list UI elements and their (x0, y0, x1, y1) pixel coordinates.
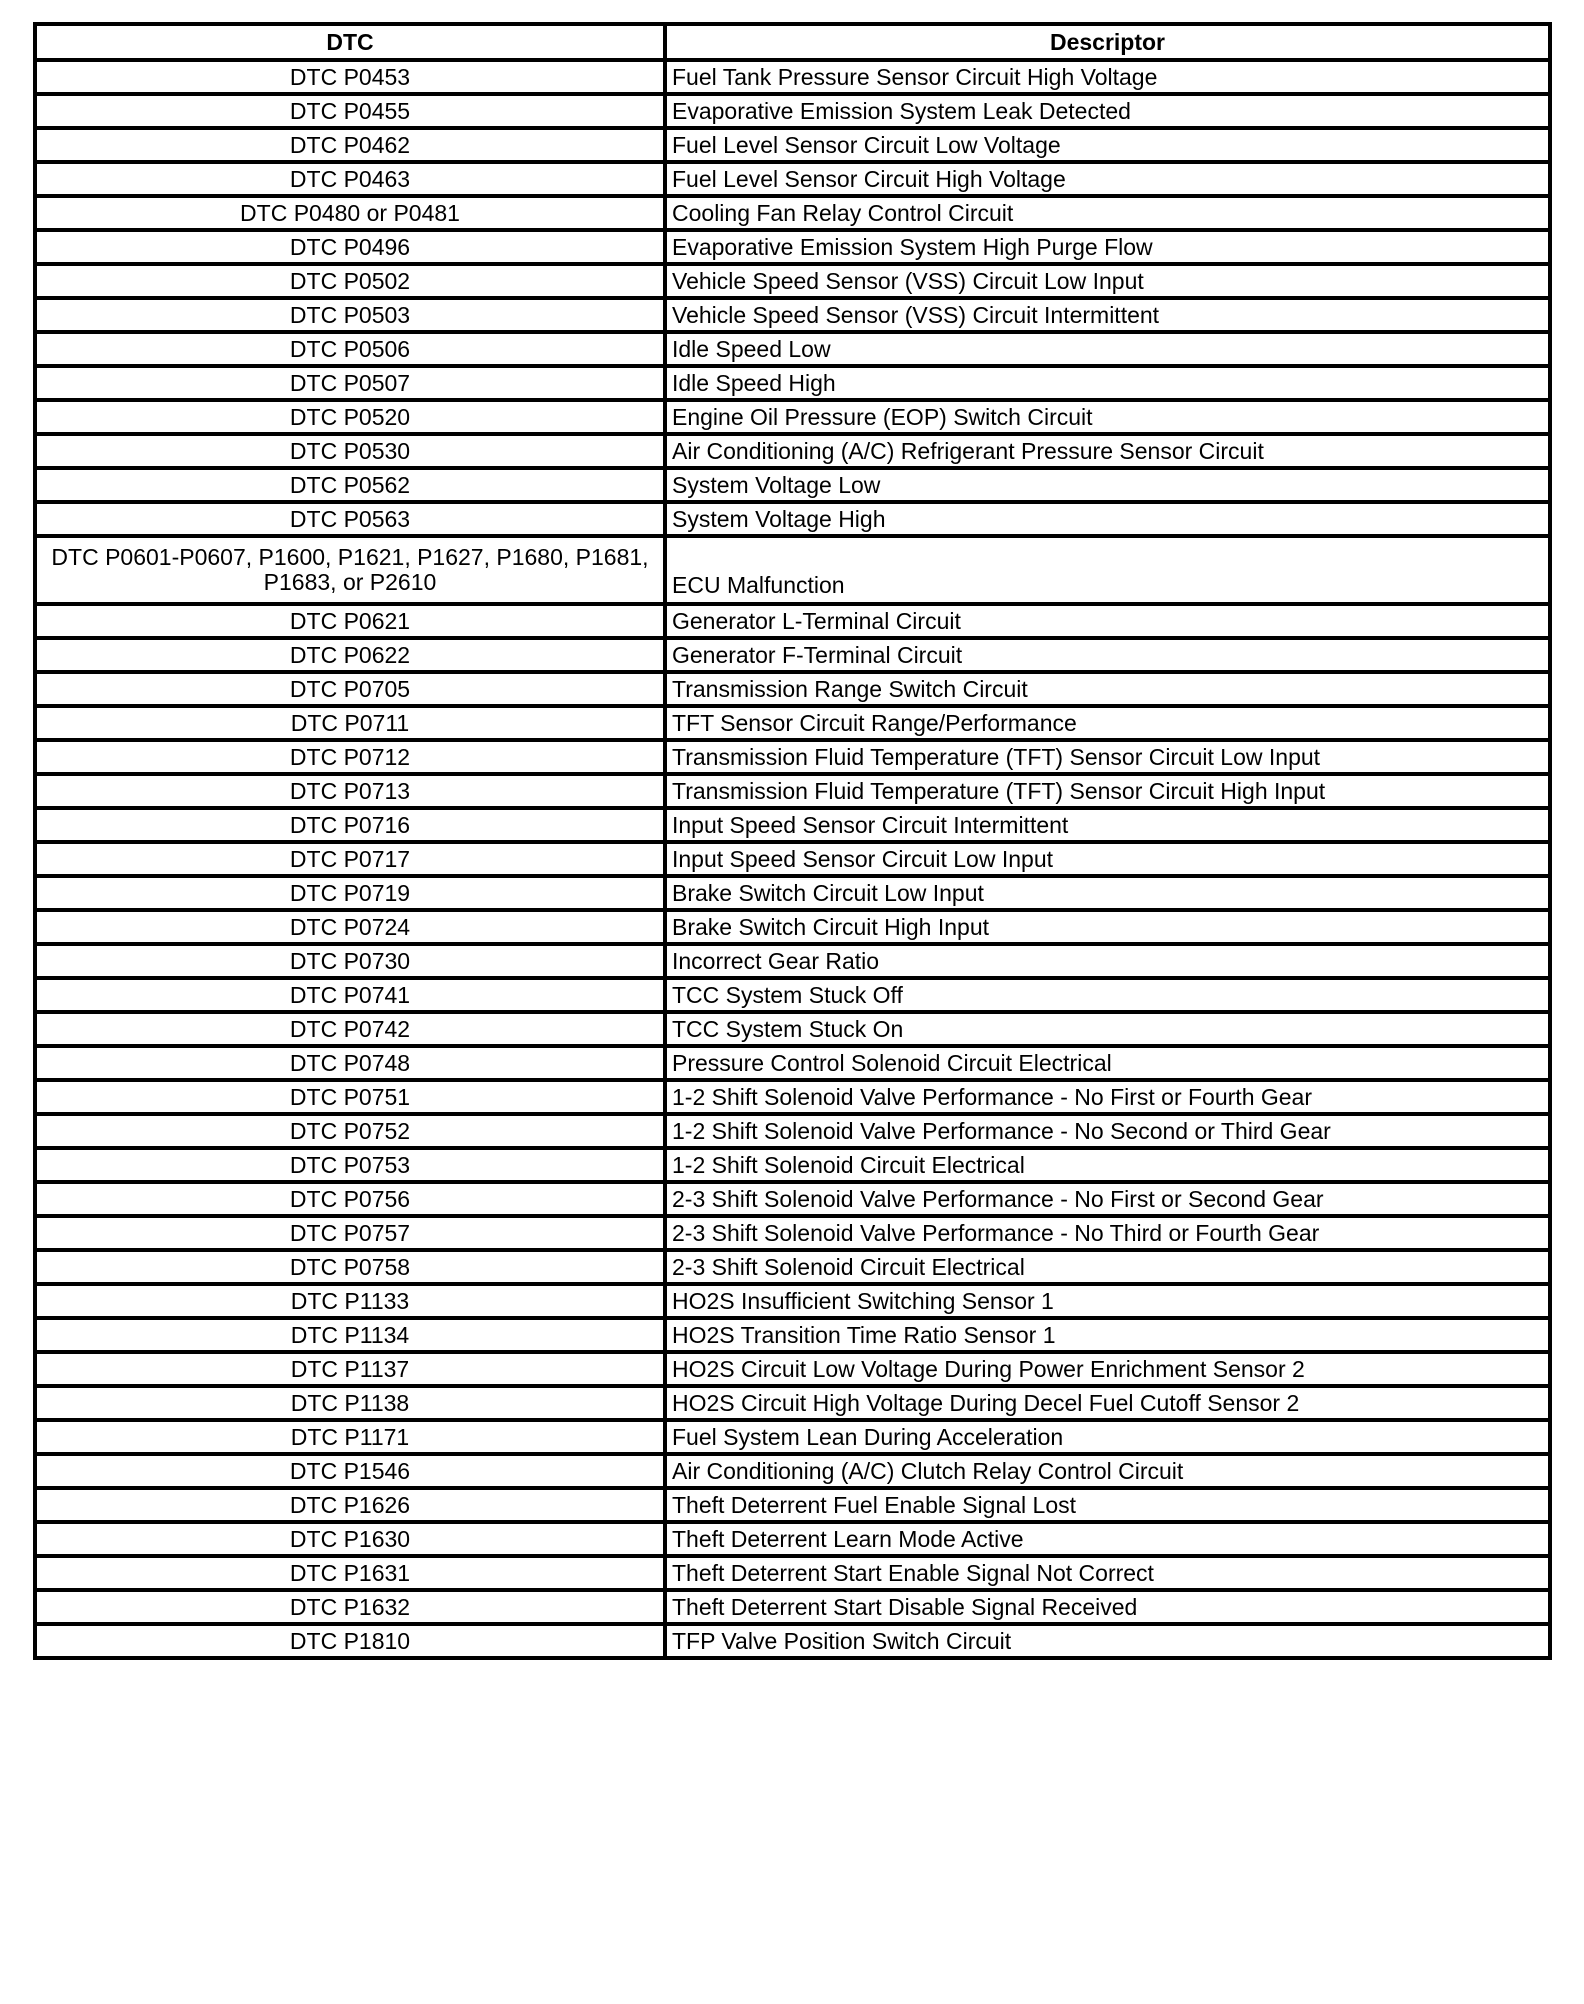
descriptor-cell: TFP Valve Position Switch Circuit (665, 1624, 1550, 1658)
descriptor-cell: Fuel Level Sensor Circuit High Voltage (665, 162, 1550, 196)
table-row (35, 196, 1550, 230)
descriptor-cell: Air Conditioning (A/C) Refrigerant Pressure Sensor Circuit (665, 434, 1550, 468)
dtc-code-cell: DTC P1630 (35, 1522, 665, 1556)
table-row (35, 502, 1550, 536)
table-row (35, 1114, 1550, 1148)
table-row (35, 842, 1550, 876)
dtc-code-cell: DTC P0705 (35, 672, 665, 706)
descriptor-cell: 1-2 Shift Solenoid Valve Performance - No Second or Third Gear (665, 1114, 1550, 1148)
descriptor-cell: Air Conditioning (A/C) Clutch Relay Control Circuit (665, 1454, 1550, 1488)
descriptor-cell: TFT Sensor Circuit Range/Performance (665, 706, 1550, 740)
dtc-code-cell: DTC P1631 (35, 1556, 665, 1590)
table-row (35, 638, 1550, 672)
table-row (35, 978, 1550, 1012)
descriptor-cell: Brake Switch Circuit High Input (665, 910, 1550, 944)
descriptor-cell: Idle Speed Low (665, 332, 1550, 366)
descriptor-cell: Fuel System Lean During Acceleration (665, 1420, 1550, 1454)
dtc-code-cell: DTC P0713 (35, 774, 665, 808)
descriptor-cell: HO2S Transition Time Ratio Sensor 1 (665, 1318, 1550, 1352)
dtc-code-cell: DTC P1134 (35, 1318, 665, 1352)
dtc-code-cell: DTC P1133 (35, 1284, 665, 1318)
table-row (35, 434, 1550, 468)
dtc-code-cell: DTC P0530 (35, 434, 665, 468)
dtc-code-cell: DTC P0453 (35, 60, 665, 94)
dtc-code-cell: DTC P0712 (35, 740, 665, 774)
table-row (35, 1012, 1550, 1046)
table-row (35, 536, 1550, 604)
table-header (35, 24, 1550, 60)
descriptor-cell: HO2S Insufficient Switching Sensor 1 (665, 1284, 1550, 1318)
table-row (35, 1454, 1550, 1488)
descriptor-cell: Fuel Tank Pressure Sensor Circuit High Voltage (665, 60, 1550, 94)
dtc-code-cell: DTC P1626 (35, 1488, 665, 1522)
dtc-code-cell: DTC P0756 (35, 1182, 665, 1216)
descriptor-cell: Brake Switch Circuit Low Input (665, 876, 1550, 910)
descriptor-cell: Evaporative Emission System High Purge Flow (665, 230, 1550, 264)
dtc-code-cell: DTC P1138 (35, 1386, 665, 1420)
table-row (35, 94, 1550, 128)
table-row (35, 366, 1550, 400)
dtc-code-cell: DTC P0520 (35, 400, 665, 434)
table-row (35, 944, 1550, 978)
dtc-code-cell: DTC P0462 (35, 128, 665, 162)
table-row (35, 1556, 1550, 1590)
dtc-code-cell: DTC P1810 (35, 1624, 665, 1658)
descriptor-cell: System Voltage Low (665, 468, 1550, 502)
table-row (35, 468, 1550, 502)
dtc-code-cell: DTC P0563 (35, 502, 665, 536)
table-row (35, 400, 1550, 434)
descriptor-cell: TCC System Stuck On (665, 1012, 1550, 1046)
descriptor-cell: Vehicle Speed Sensor (VSS) Circuit Low Input (665, 264, 1550, 298)
dtc-code-cell: DTC P0621 (35, 604, 665, 638)
descriptor-cell: Input Speed Sensor Circuit Low Input (665, 842, 1550, 876)
dtc-code-cell: DTC P0503 (35, 298, 665, 332)
descriptor-cell: 2-3 Shift Solenoid Valve Performance - No Third or Fourth Gear (665, 1216, 1550, 1250)
descriptor-cell: Generator L-Terminal Circuit (665, 604, 1550, 638)
dtc-code-cell: DTC P0507 (35, 366, 665, 400)
descriptor-cell: 2-3 Shift Solenoid Valve Performance - No First or Second Gear (665, 1182, 1550, 1216)
table-row (35, 1386, 1550, 1420)
table-row (35, 808, 1550, 842)
table-row (35, 1284, 1550, 1318)
dtc-code-cell: DTC P1546 (35, 1454, 665, 1488)
table-row (35, 230, 1550, 264)
descriptor-cell: Fuel Level Sensor Circuit Low Voltage (665, 128, 1550, 162)
table-row (35, 298, 1550, 332)
dtc-table (33, 22, 1552, 1660)
table-row (35, 1080, 1550, 1114)
table-row (35, 876, 1550, 910)
dtc-code-cell: DTC P1632 (35, 1590, 665, 1624)
descriptor-cell: Input Speed Sensor Circuit Intermittent (665, 808, 1550, 842)
dtc-code-cell: DTC P0741 (35, 978, 665, 1012)
dtc-code-cell: DTC P0601-P0607, P1600, P1621, P1627, P1680, P1681, P1683, or P2610 (35, 536, 665, 604)
dtc-code-cell: DTC P0562 (35, 468, 665, 502)
dtc-code-cell: DTC P1137 (35, 1352, 665, 1386)
dtc-code-cell: DTC P0724 (35, 910, 665, 944)
table-row (35, 672, 1550, 706)
table-row (35, 1046, 1550, 1080)
descriptor-cell: HO2S Circuit High Voltage During Decel Fuel Cutoff Sensor 2 (665, 1386, 1550, 1420)
table-body (35, 60, 1550, 1658)
table-row (35, 1318, 1550, 1352)
header-row (35, 24, 1550, 60)
table-row (35, 706, 1550, 740)
dtc-code-cell: DTC P0463 (35, 162, 665, 196)
table-row (35, 774, 1550, 808)
descriptor-cell: Theft Deterrent Learn Mode Active (665, 1522, 1550, 1556)
table-row (35, 1250, 1550, 1284)
descriptor-cell: Theft Deterrent Start Enable Signal Not Correct (665, 1556, 1550, 1590)
dtc-code-cell: DTC P0622 (35, 638, 665, 672)
dtc-code-cell: DTC P0751 (35, 1080, 665, 1114)
dtc-code-cell: DTC P0711 (35, 706, 665, 740)
table-row (35, 740, 1550, 774)
table-row (35, 1182, 1550, 1216)
table-row (35, 604, 1550, 638)
table-row (35, 910, 1550, 944)
header-dtc: DTC (35, 24, 665, 60)
descriptor-cell: 2-3 Shift Solenoid Circuit Electrical (665, 1250, 1550, 1284)
descriptor-cell: Incorrect Gear Ratio (665, 944, 1550, 978)
dtc-code-cell: DTC P0757 (35, 1216, 665, 1250)
dtc-code-cell: DTC P0748 (35, 1046, 665, 1080)
dtc-code-cell: DTC P0480 or P0481 (35, 196, 665, 230)
dtc-code-cell: DTC P0717 (35, 842, 665, 876)
dtc-code-cell: DTC P1171 (35, 1420, 665, 1454)
descriptor-cell: Idle Speed High (665, 366, 1550, 400)
descriptor-cell: ECU Malfunction (665, 536, 1550, 604)
dtc-code-cell: DTC P0730 (35, 944, 665, 978)
descriptor-cell: Theft Deterrent Fuel Enable Signal Lost (665, 1488, 1550, 1522)
descriptor-cell: Theft Deterrent Start Disable Signal Received (665, 1590, 1550, 1624)
descriptor-cell: TCC System Stuck Off (665, 978, 1550, 1012)
descriptor-cell: Engine Oil Pressure (EOP) Switch Circuit (665, 400, 1550, 434)
table-row (35, 1590, 1550, 1624)
table-row (35, 1522, 1550, 1556)
descriptor-cell: 1-2 Shift Solenoid Valve Performance - No First or Fourth Gear (665, 1080, 1550, 1114)
header-descriptor: Descriptor (665, 24, 1550, 60)
dtc-code-cell: DTC P0506 (35, 332, 665, 366)
dtc-code-cell: DTC P0742 (35, 1012, 665, 1046)
descriptor-cell: Transmission Fluid Temperature (TFT) Sensor Circuit Low Input (665, 740, 1550, 774)
descriptor-cell: Transmission Range Switch Circuit (665, 672, 1550, 706)
table-row (35, 332, 1550, 366)
dtc-code-cell: DTC P0719 (35, 876, 665, 910)
table-row (35, 1216, 1550, 1250)
table-row (35, 1352, 1550, 1386)
table-row (35, 1420, 1550, 1454)
dtc-code-cell: DTC P0752 (35, 1114, 665, 1148)
dtc-code-cell: DTC P0758 (35, 1250, 665, 1284)
descriptor-cell: Evaporative Emission System Leak Detected (665, 94, 1550, 128)
descriptor-cell: Vehicle Speed Sensor (VSS) Circuit Intermittent (665, 298, 1550, 332)
dtc-code-cell: DTC P0496 (35, 230, 665, 264)
descriptor-cell: Transmission Fluid Temperature (TFT) Sensor Circuit High Input (665, 774, 1550, 808)
dtc-code-cell: DTC P0753 (35, 1148, 665, 1182)
descriptor-cell: HO2S Circuit Low Voltage During Power Enrichment Sensor 2 (665, 1352, 1550, 1386)
table-row (35, 162, 1550, 196)
table-row (35, 1488, 1550, 1522)
dtc-code-cell: DTC P0455 (35, 94, 665, 128)
dtc-code-cell: DTC P0502 (35, 264, 665, 298)
descriptor-cell: System Voltage High (665, 502, 1550, 536)
descriptor-cell: 1-2 Shift Solenoid Circuit Electrical (665, 1148, 1550, 1182)
descriptor-cell: Pressure Control Solenoid Circuit Electrical (665, 1046, 1550, 1080)
table-row (35, 1148, 1550, 1182)
table-row (35, 60, 1550, 94)
table-row (35, 264, 1550, 298)
descriptor-cell: Cooling Fan Relay Control Circuit (665, 196, 1550, 230)
descriptor-cell: Generator F-Terminal Circuit (665, 638, 1550, 672)
dtc-code-cell: DTC P0716 (35, 808, 665, 842)
table-row (35, 128, 1550, 162)
table-row (35, 1624, 1550, 1658)
